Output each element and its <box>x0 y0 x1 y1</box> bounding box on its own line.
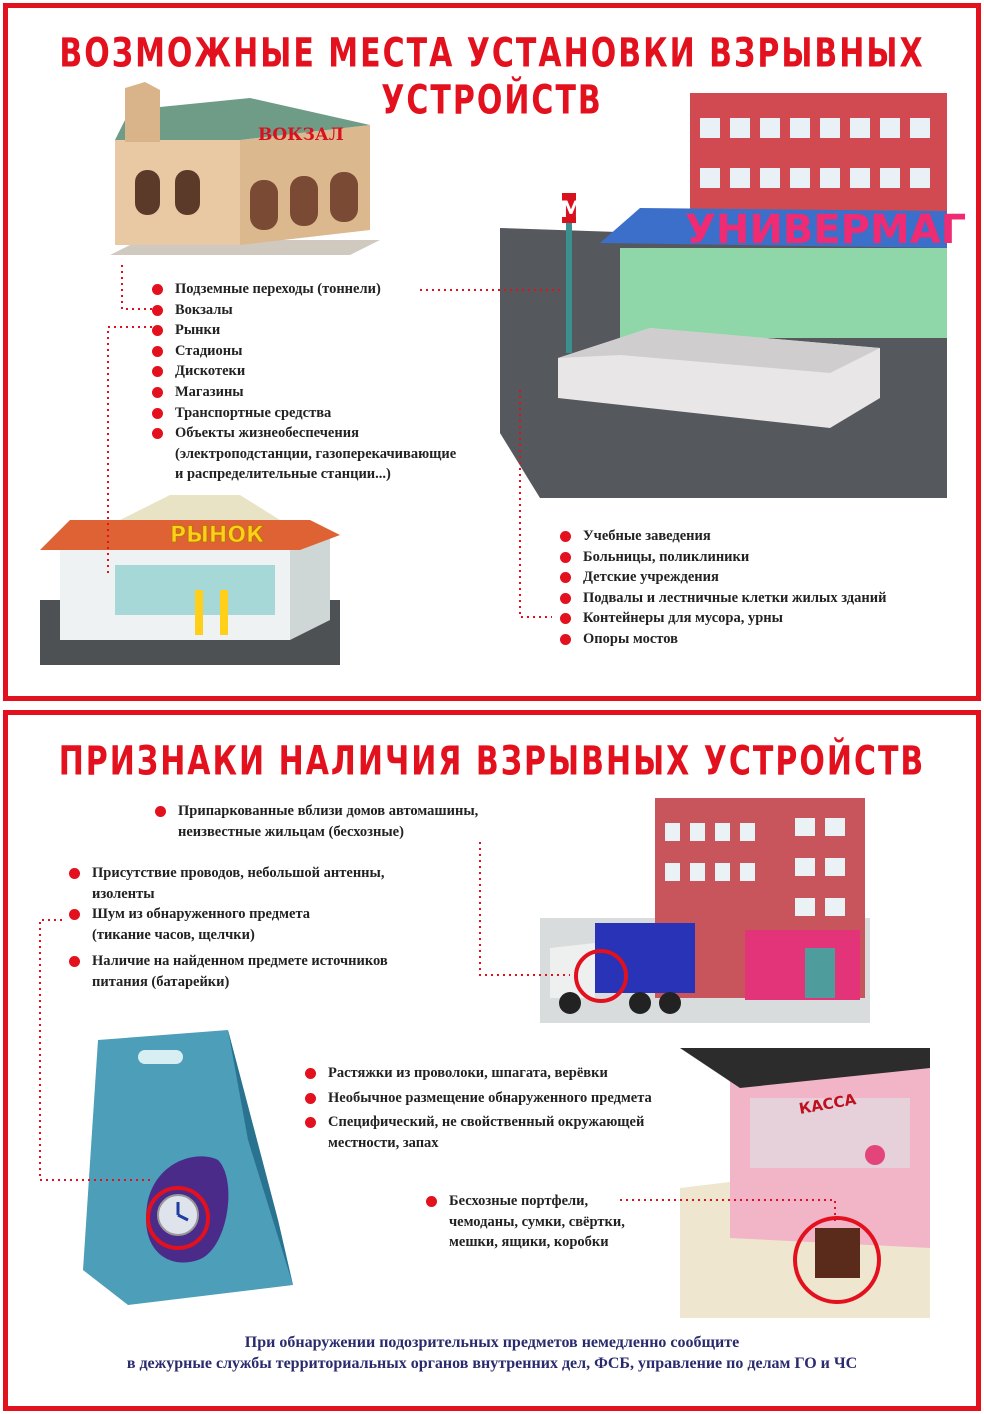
list-item: Припаркованные вблизи домов автомашины, неизвестные жильцам (бесхозные) <box>155 801 478 842</box>
list-item: Объекты жизнеобеспечения (электроподстанции, газоперекачивающие и распределительные станции...) <box>152 423 456 485</box>
bullet-icon <box>69 868 80 879</box>
list-item: Растяжки из проволоки, шпагата, верёвки <box>305 1063 652 1084</box>
list-item: Магазины <box>152 382 456 403</box>
bullet-icon <box>426 1196 437 1207</box>
list-item: Дискотеки <box>152 361 456 382</box>
signs-list-middle <box>305 1063 652 1153</box>
metro-sign: М <box>560 198 582 223</box>
list-item: Учебные заведения <box>560 526 886 547</box>
list-item: Шум из обнаруженного предмета (тикание часов, щелчки) <box>69 904 388 945</box>
list-item: Больницы, поликлиники <box>560 547 886 568</box>
kassa-sign: КАССА <box>797 1090 858 1118</box>
list-item: Контейнеры для мусора, урны <box>560 608 886 629</box>
list-item: Стадионы <box>152 341 456 362</box>
list-item: Рынки <box>152 320 456 341</box>
bullet-icon <box>69 909 80 920</box>
bullet-icon <box>69 956 80 967</box>
top-title: ВОЗМОЖНЫЕ МЕСТА УСТАНОВКИ ВЗРЫВНЫХ УСТРОЙСТВ <box>59 30 925 125</box>
list-item: Подвалы и лестничные клетки жилых зданий <box>560 588 886 609</box>
list-item: Транспортные средства <box>152 403 456 424</box>
list-item: Специфический, не свойственный окружающей местности, запах <box>305 1112 652 1153</box>
list-item: Опоры мостов <box>560 629 886 650</box>
footer-instruction: При обнаружении подозрительных предметов немедленно сообщите в дежурные службы территориальных органов внутренних дел, ФСБ, управление по делам ГО и ЧС <box>126 1334 858 1372</box>
list-item: Наличие на найденном предмете источников питания (батарейки) <box>69 951 388 992</box>
list-item: Подземные переходы (тоннели) <box>152 279 456 300</box>
station-sign: ВОКЗАЛ <box>258 125 344 145</box>
signs-list-left <box>69 863 388 993</box>
bottom-title: ПРИЗНАКИ НАЛИЧИЯ ВЗРЫВНЫХ УСТРОЙСТВ <box>58 738 926 786</box>
list-item: Вокзалы <box>152 300 456 321</box>
list-item: Детские учреждения <box>560 567 886 588</box>
list-item: Необычное размещение обнаруженного предмета <box>305 1088 652 1109</box>
list-item: Присутствие проводов, небольшой антенны, изоленты <box>69 863 388 904</box>
bullet-icon <box>305 1117 316 1128</box>
bullet-icon <box>155 806 166 817</box>
list-item: Бесхозные портфели, чемоданы, сумки, свёртки, мешки, ящики, коробки <box>426 1191 625 1253</box>
bullet-icon <box>305 1068 316 1079</box>
market-sign: РЫНОК <box>170 523 265 548</box>
store-sign: УНИВЕРМАГ <box>685 207 967 253</box>
parked-cars-note <box>155 801 478 842</box>
bullet-icon <box>305 1093 316 1104</box>
abandoned-bags-note <box>426 1191 625 1253</box>
